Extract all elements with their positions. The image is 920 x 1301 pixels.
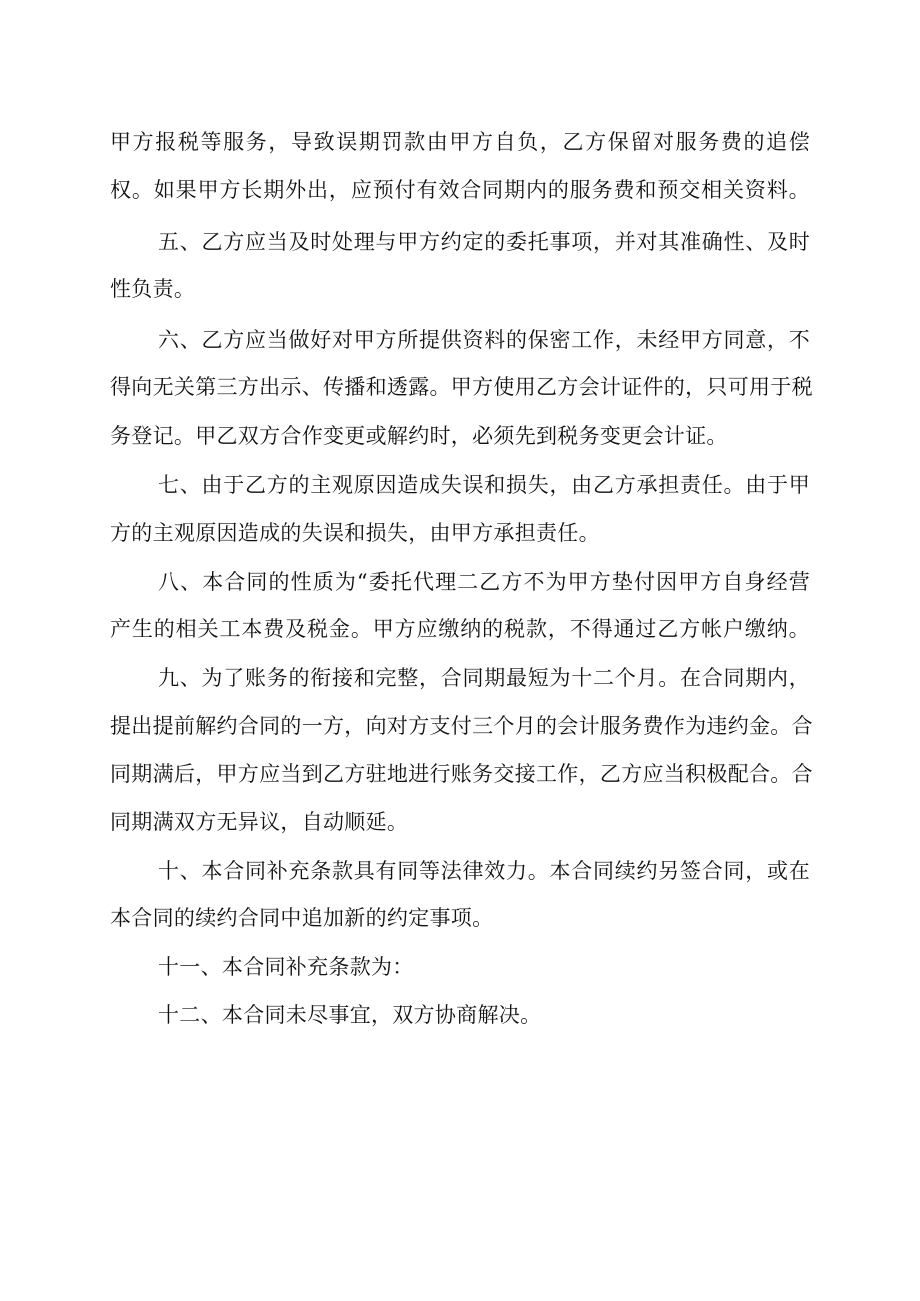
paragraph-6-line: 务登记。甲乙双方合作变更或解约时，必须先到税务变更会计证。	[110, 424, 728, 448]
paragraph-7-line: 七、由于乙方的主观原因造成失误和损失，由乙方承担责任。由于甲	[158, 473, 810, 497]
paragraph-12-line: 十二、本合同未尽事宜，双方协商解决。	[158, 1003, 542, 1027]
paragraph-5-line: 性负责。	[110, 277, 196, 301]
paragraph-9-line: 提出提前解约合同的一方，向对方支付三个月的会计服务费作为违约金。合	[110, 714, 813, 738]
paragraph-5-line: 五、乙方应当及时处理与甲方约定的委托事项，并对其准确性、及时	[158, 230, 810, 254]
text-line: 权。如果甲方长期外出，应预付有效合同期内的服务费和预交相关资料。	[110, 178, 810, 202]
paragraph-7-line: 方的主观原因造成的失误和损失，由甲方承担责任。	[110, 521, 600, 545]
paragraph-11-line: 十一、本合同补充条款为：	[158, 955, 414, 979]
paragraph-10-line: 本合同的续约合同中追加新的约定事项。	[110, 906, 494, 930]
paragraph-9-line: 九、为了账务的衔接和完整，合同期最短为十二个月。在合同期内，	[158, 666, 810, 690]
paragraph-8-line: 八、本合同的性质为“委托代理二乙方不为甲方垫付因甲方自身经营	[158, 570, 810, 594]
paragraph-9-line: 同期满后，甲方应当到乙方驻地进行账务交接工作，乙方应当积极配合。合	[110, 762, 813, 786]
text-line: 甲方报税等服务，导致误期罚款由甲方自负，乙方保留对服务费的追偿	[110, 130, 810, 154]
paragraph-6-line: 六、乙方应当做好对甲方所提供资料的保密工作，未经甲方同意，不	[158, 328, 810, 352]
paragraph-8-line: 产生的相关工本费及税金。甲方应缴纳的税款，不得通过乙方帐户缴纳。	[110, 617, 810, 641]
paragraph-9-line: 同期满双方无异议，自动顺延。	[110, 810, 409, 834]
paragraph-10-line: 十、本合同补充条款具有同等法律效力。本合同续约另签合同，或在	[158, 859, 810, 883]
paragraph-6-line: 得向无关第三方出示、传播和透露。甲方使用乙方会计证件的，只可用于税	[110, 375, 813, 399]
